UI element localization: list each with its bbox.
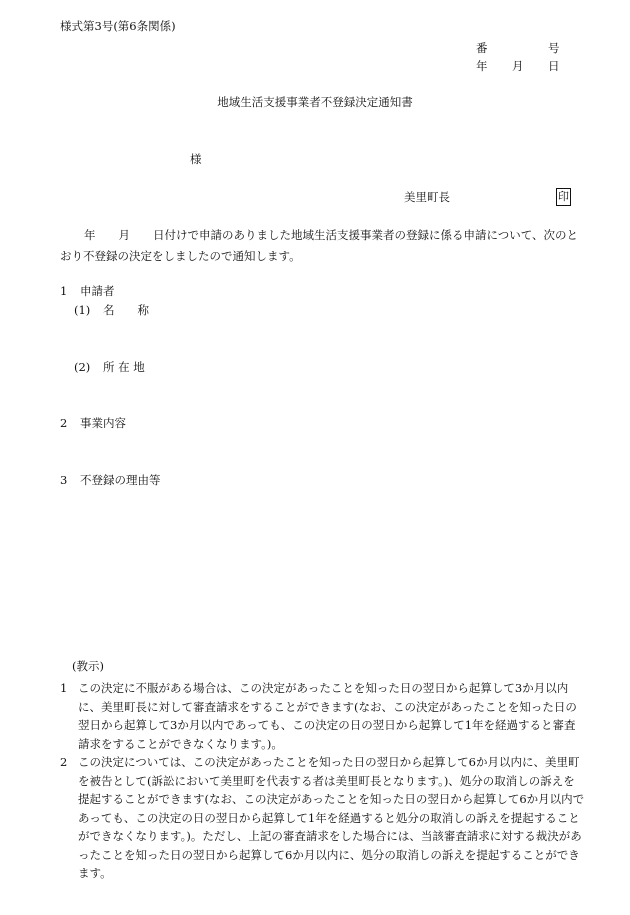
seal-mark: 印: [556, 188, 571, 206]
instruction-number: 2: [60, 755, 68, 769]
document-title: 地域生活支援事業者不登録決定通知書: [217, 95, 413, 109]
body-paragraph: 年 月 日付けで申請のありました地域生活支援事業者の登録に係る申請について、次のとおり不登録の決定をしましたので通知します。: [60, 228, 579, 263]
date-day: 日: [548, 59, 560, 73]
section-1-1-label: 名 称: [103, 303, 149, 317]
instruction-item: [60, 679, 585, 753]
instruction-item: [60, 753, 585, 883]
section-3-number: 3: [60, 473, 68, 487]
section-1-1-number: (1): [74, 303, 91, 317]
section-1-number: 1: [60, 284, 68, 298]
number-label: 番: [476, 41, 488, 55]
date-year: 年: [476, 59, 488, 73]
instruction-number: 1: [60, 681, 68, 695]
instruction-heading: (教示): [72, 659, 104, 673]
form-label: 様式第3号(第6条関係): [60, 19, 176, 33]
date-month: 月: [512, 59, 524, 73]
issuer-name: 美里町長: [404, 190, 450, 204]
instruction-text: この決定に不服がある場合は、この決定があったことを知った日の翌日から起算して3か月以内に、美里町長に対して審査請求をすることができます(なお、この決定があったことを知った日の翌日から起算して3か月以内であっても、この決定の日の翌日から起算して1年を経過すると審査請求をすることができなくなります。)。: [78, 681, 577, 751]
instruction-list: [60, 679, 585, 883]
section-2-label: 事業内容: [80, 416, 126, 430]
section-1-2-number: (2): [74, 360, 91, 374]
instruction-text: この決定については、この決定があったことを知った日の翌日から起算して6か月以内に、美里町を被告として(訴訟において美里町を代表する者は美里町長となります。)、処分の取消しの訴えを提起することができます(なお、この決定があったことを知った日の翌日から起算して6か月以内であっても、この決定の日の翌日から起算して1年を経過すると処分の取消しの訴えを提起することができなくなります。)。ただし、上記の審査請求をした場合には、当該審査請求に対する裁決があったことを知った日の翌日から起算して6か月以内に、処分の取消しの訴えを提起することができます。: [78, 755, 585, 880]
section-1-label: 申請者: [80, 284, 115, 298]
section-2-number: 2: [60, 416, 68, 430]
section-3-label: 不登録の理由等: [80, 473, 161, 487]
number-suffix: 号: [548, 41, 560, 55]
section-1-2-label: 所 在 地: [103, 360, 145, 374]
addressee-suffix: 様: [190, 152, 202, 166]
